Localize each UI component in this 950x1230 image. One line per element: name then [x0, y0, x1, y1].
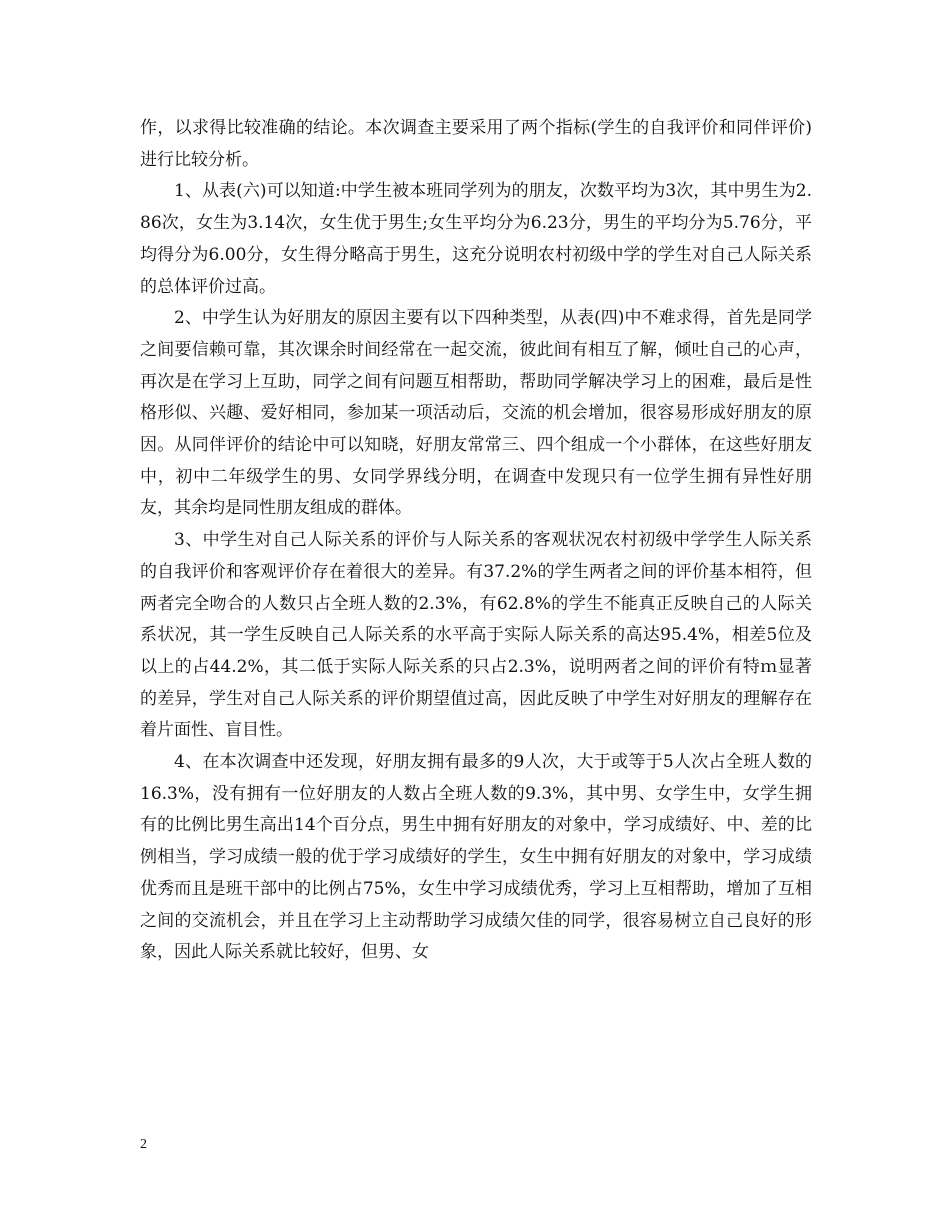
paragraph-finding-1: 1、从表(六)可以知道:中学生被本班同学列为的朋友，次数平均为3次，其中男生为2.86次，女生为3.14次，女生优于男生;女生平均分为6.23分，男生的平均分为5.76分，平均得分为6.00分，女生得分略高于男生，这充分说明农村初级中学的学生对自己人际关系的总体评价过高。 — [140, 181, 812, 297]
document-body — [140, 113, 812, 969]
page-number: 2 — [140, 1137, 147, 1152]
paragraph-finding-3: 3、中学生对自己人际关系的评价与人际关系的客观状况农村初级中学学生人际关系的自我评价和客观评价存在着很大的差异。有37.2%的学生两者之间的评价基本相符，但两者完全吻合的人数只占全班人数的2.3%，有62.8%的学生不能真正反映自己的人际关系状况，其一学生反映自己人际关系的水平高于实际人际关系的高达95.4%，相差5位及以上的占44.2%，其二低于实际人际关系的只占2.3%，说明两者之间的评价有特ｍ显著的差异，学生对自己人际关系的评价期望值过高，因此反映了中学生对好朋友的理解存在着片面性、盲目性。 — [140, 530, 812, 741]
paragraph-finding-2: 2、中学生认为好朋友的原因主要有以下四种类型，从表(四)中不难求得，首先是同学之间要信赖可靠，其次课余时间经常在一起交流，彼此间有相互了解，倾吐自己的心声，再次是在学习上互助，同学之间有问题互相帮助，帮助同学解决学习上的困难，最后是性格形似、兴趣、爱好相同，参加某一项活动后，交流的机会增加，很容易形成好朋友的原因。从同伴评价的结论中可以知晓，好朋友常常三、四个组成一个小群体，在这些好朋友中，初中二年级学生的男、女同学界线分明，在调查中发现只有一位学生拥有异性好朋友，其余均是同性朋友组成的群体。 — [140, 308, 812, 519]
paragraph-continuation: 作，以求得比较准确的结论。本次调查主要采用了两个指标(学生的自我评价和同伴评价)进行比较分析。 — [140, 118, 812, 170]
paragraph-finding-4: 4、在本次调查中还发现，好朋友拥有最多的9人次，大于或等于5人次占全班人数的16.3%，没有拥有一位好朋友的人数占全班人数的9.3%，其中男、女学生中，女学生拥有的比例比男生高出14个百分点，男生中拥有好朋友的对象中，学习成绩好、中、差的比例相当，学习成绩一般的优于学习成绩好的学生，女生中拥有好朋友的对象中，学习成绩优秀而且是班干部中的比例占75%，女生中学习成绩优秀，学习上互相帮助，增加了互相之间的交流机会，并且在学习上主动帮助学习成绩欠佳的同学，很容易树立自己良好的形象，因此人际关系就比较好，但男、女 — [140, 752, 812, 963]
